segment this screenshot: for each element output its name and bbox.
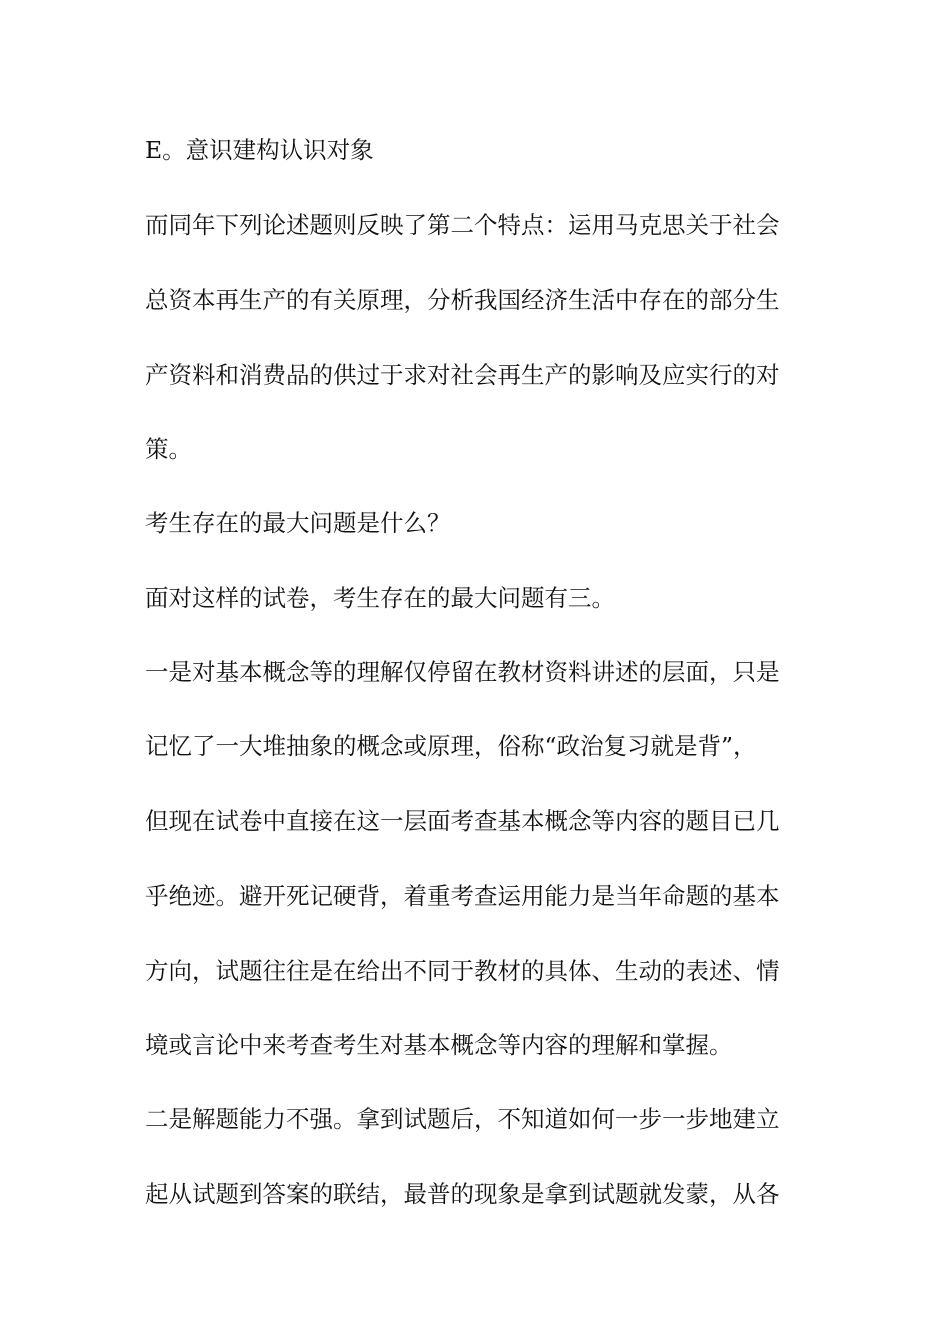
text-line: 方向，试题往往是在给出不同于教材的具体、生动的表述、情 (145, 957, 780, 985)
text-line: 面对这样的试卷，考生存在的最大问题有三。 (145, 584, 615, 612)
text-line: 但现在试卷中直接在这一层面考查基本概念等内容的题目已几 (145, 807, 780, 835)
text-line: 记忆了一大堆抽象的概念或原理，俗称“政治复习就是背”， (145, 732, 757, 760)
text-line: 境或言论中来考查考生对基本概念等内容的理解和掌握。 (145, 1031, 733, 1059)
text-line: 策。 (145, 435, 192, 463)
text-line: 而同年下列论述题则反映了第二个特点：运用马克思关于社会 (145, 211, 780, 239)
text-line: E。意识建构认识对象 (145, 136, 374, 164)
text-line: 乎绝迹。避开死记硬背，着重考查运用能力是当年命题的基本 (145, 882, 780, 910)
text-line: 产资料和消费品的供过于求对社会再生产的影响及应实行的对 (145, 361, 780, 389)
text-line: 考生存在的最大问题是什么？ (145, 509, 451, 537)
text-line: 二是解题能力不强。拿到试题后，不知道如何一步一步地建立 (145, 1105, 780, 1133)
text-line: 起从试题到答案的联结，最普的现象是拿到试题就发蒙，从各 (145, 1180, 780, 1208)
text-line: 总资本再生产的有关原理，分析我国经济生活中存在的部分生 (145, 286, 780, 314)
text-line: 一是对基本概念等的理解仅停留在教材资料讲述的层面，只是 (145, 658, 780, 686)
